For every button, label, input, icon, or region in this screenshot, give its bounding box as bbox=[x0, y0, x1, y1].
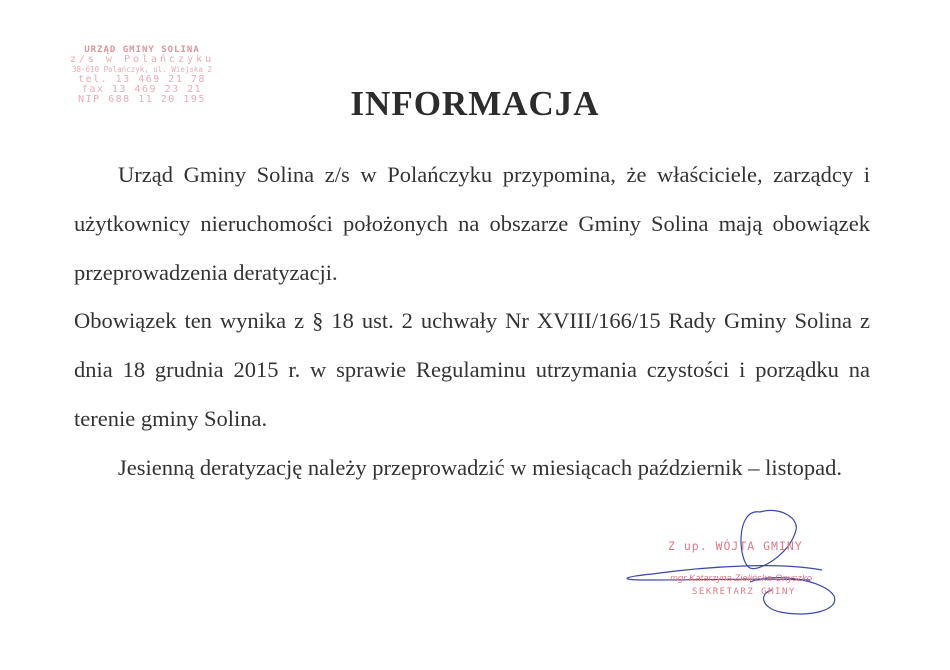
stamp-nip: NIP 688 11 20 195 bbox=[78, 94, 206, 105]
signatory-name: mgr Katarzyna Zielińska-Onyszko bbox=[670, 573, 813, 584]
document-title: INFORMACJA bbox=[350, 84, 600, 123]
handwritten-signature bbox=[600, 500, 920, 630]
stamp-office-name: URZĄD GMINY SOLINA bbox=[84, 45, 200, 55]
stamp-fax: fax 13 469 23 21 bbox=[81, 84, 203, 95]
paragraph-reminder: Urząd Gminy Solina z/s w Polańczyku przypomina, że właściciele, zarządcy i użytkownicy nieruchomości położonych na obszarze Gminy Solina mają obowiązek przeprowadzenia deratyzacji. bbox=[74, 162, 870, 285]
signature-approval-stamp: Z up. WÓJTA GMINY bbox=[668, 539, 803, 553]
document-body bbox=[74, 151, 870, 493]
stamp-phone: tel. 13 469 21 78 bbox=[78, 74, 206, 85]
paragraph-legal-basis: Obowiązek ten wynika z § 18 ust. 2 uchwały Nr XVIII/166/15 Rady Gminy Solina z dnia 18 grudnia 2015 r. w sprawie Regulaminu utrzymania czystości i porządku na terenie gminy Solina. bbox=[74, 308, 870, 431]
signatory-role: SEKRETARZ GMINY bbox=[692, 587, 796, 597]
signature-block bbox=[600, 500, 920, 630]
paragraph-schedule: Jesienną deratyzację należy przeprowadzić w miesiącach październik – listopad. bbox=[118, 454, 843, 480]
stamp-seat: z/s w Polańczyku bbox=[69, 54, 215, 65]
stamp-address: 38-610 Polańczyk, ul. Wiejska 2 bbox=[72, 65, 212, 74]
